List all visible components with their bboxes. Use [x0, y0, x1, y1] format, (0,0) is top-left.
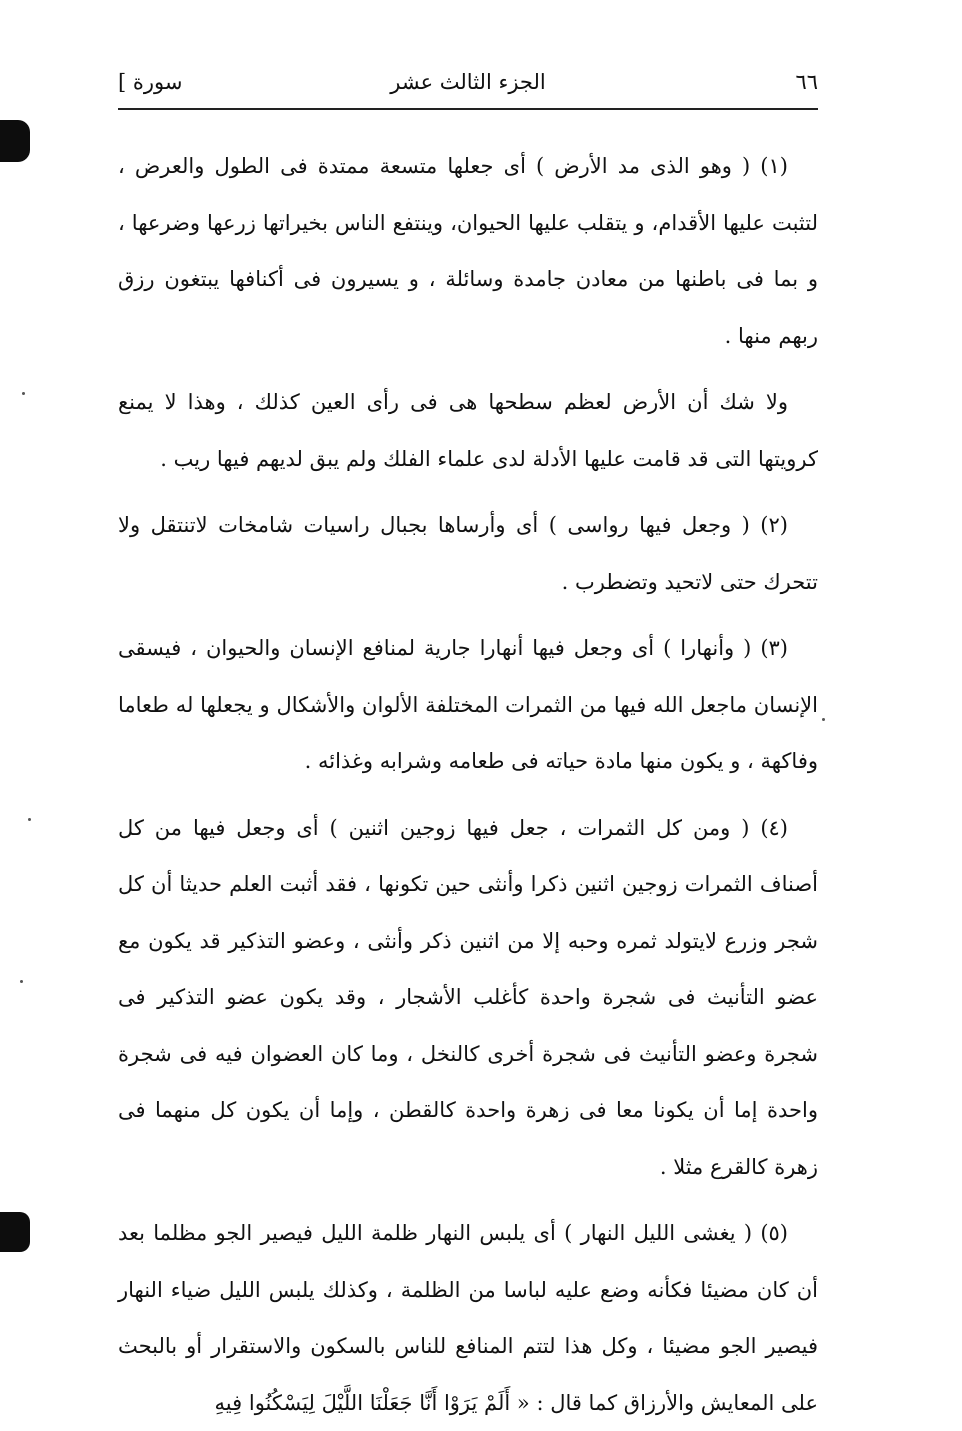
scan-speck: [822, 718, 825, 721]
running-header: [118, 64, 818, 110]
scan-edge-mark-bottom: [0, 1212, 30, 1252]
scan-edge-mark-top: [0, 120, 30, 162]
paragraph-4: (٣) ( وأنهارا ) أى وجعل فيها أنهارا جارية لمنافع الإنسان والحيوان ، فيسقى الإنسان ماجعل الله فيها من الثمرات المختلفة الألوان والأشكال و يجعلها له طعاما وفاكهة ، و يكون منها مادة حياته فى طعامه وشرابه وغذائه .: [118, 636, 818, 773]
scan-speck: [20, 980, 23, 983]
page-number: ٦٦: [795, 70, 818, 94]
paragraph-5: (٤) ( ومن كل الثمرات ، جعل فيها زوجين اثنين ) أى وجعل فيها من كل أصناف الثمرات زوجين اثنين ذكرا وأنثى حين تكونها ، فقد أثبت العلم حديثا أن كل شجر وزرع لايتولد ثمره وحبه إلا من اثنين ذكر وأنثى ، وعضو التذكير قد يكون مع عضو التأنيث فى شجرة واحدة كأغلب الأشجار ، وقد يكون عضو التذكير فى شجرة وعضو التأنيث فى شجرة أخرى كالنخل ، وما كان العضوان فيه فى شجرة واحدة إما أن يكونا معا فى زهرة واحدة كالقطن ، وإما أن يكون كل منهما فى زهرة كالقرع مثلا .: [118, 815, 818, 1179]
paragraph-2: ولا شك أن الأرض لعظم سطحها هى فى رأى العين كذلك ، وهذا لا يمنع كرويتها التى قد قامت عليها الأدلة لدى علماء الفلك ولم يبق لديهم فيها ريب .: [118, 390, 818, 471]
header-part-title: الجزء الثالث عشر: [390, 70, 546, 94]
scan-speck: [22, 392, 25, 395]
paragraph-6: (٥) ( يغشى الليل النهار ) أى يلبس النهار ظلمة الليل فيصير الجو مظلما بعد أن كان مضيئا فكأنه وضع عليه لباسا من الظلمة ، وكذلك يلبس الليل ضياء النهار فيصير الجو مضيئا ، وكل هذا لتتم المنافع للناس بالسكون والاستقرار أو بالبحث على المعايش والأرزاق كما قال : « أَلَمْ يَرَوْا أَنَّا جَعَلْنَا اللَّيْلَ لِيَسْكُنُوا فِيهِ: [118, 1221, 818, 1415]
header-surah-label: [ سورة: [118, 70, 183, 94]
paragraph-3: (٢) ( وجعل فيها رواسى ) أى وأرساها بجبال راسيات شامخات لاتنتقل ولا تتحرك حتى لاتحيد وتضطرب .: [118, 513, 818, 594]
scan-speck: [28, 818, 31, 821]
paragraph-1: (١) ( وهو الذى مد الأرض ) أى جعلها متسعة ممتدة فى الطول والعرض ، لتثبت عليها الأقدام، و يتقلب عليها الحيوان، وينتفع الناس بخيراتها زرعها وضرعها ، و بما فى باطنها من معادن جامدة وسائلة ، و يسيرون فى أكنافها يبتغون رزق ربهم منها .: [118, 154, 818, 348]
commentary-body: [118, 138, 818, 1431]
